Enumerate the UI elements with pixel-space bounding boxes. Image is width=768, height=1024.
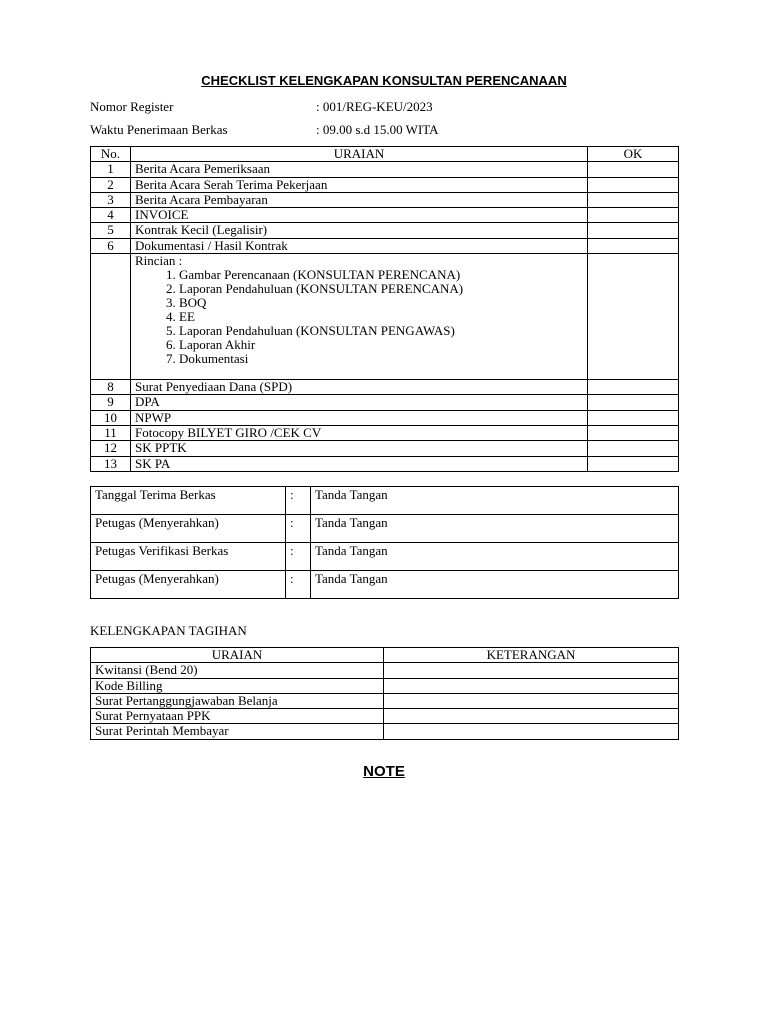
cell-no: 13 (91, 456, 131, 471)
cell-no: 5 (91, 223, 131, 238)
rincian-label: Rincian : (135, 253, 183, 269)
cell-ok (588, 177, 679, 192)
rincian-item: 4. EE (179, 310, 583, 324)
table-row (91, 693, 679, 708)
billing-body (91, 663, 679, 739)
checklist-table (90, 146, 679, 472)
rincian-item: 2. Laporan Pendahuluan (KONSULTAN PERENCANA) (179, 282, 583, 296)
cell-no: 6 (91, 238, 131, 253)
table-row (91, 254, 679, 380)
billing-table (90, 647, 679, 740)
signature-row (91, 543, 679, 571)
header-keterangan: KETERANGAN (384, 648, 679, 663)
cell-uraian: Surat Penyediaan Dana (SPD) (131, 380, 588, 395)
cell-ok (588, 254, 679, 380)
signature-colon: : (286, 571, 311, 599)
signature-colon: : (286, 487, 311, 515)
billing-keterangan (384, 709, 679, 724)
billing-keterangan (384, 693, 679, 708)
cell-ok (588, 395, 679, 410)
cell-ok (588, 162, 679, 177)
cell-no: 4 (91, 208, 131, 223)
signature-label: Tanggal Terima Berkas (91, 487, 286, 515)
cell-no (91, 254, 131, 380)
meta-waktu (90, 123, 439, 137)
table-row (91, 238, 679, 253)
rincian-item: 5. Laporan Pendahuluan (KONSULTAN PENGAWAS) (179, 324, 583, 338)
cell-uraian: Dokumentasi / Hasil Kontrak (131, 238, 588, 253)
cell-uraian: Fotocopy BILYET GIRO /CEK CV (131, 425, 588, 440)
signature-table (90, 486, 679, 599)
cell-uraian: Kontrak Kecil (Legalisir) (131, 223, 588, 238)
table-row (91, 425, 679, 440)
table-row (91, 192, 679, 207)
rincian-item: 1. Gambar Perencanaan (KONSULTAN PERENCANA) (179, 268, 583, 282)
table-row (91, 724, 679, 739)
table-row (91, 162, 679, 177)
rincian-cell (131, 254, 588, 380)
cell-no: 12 (91, 441, 131, 456)
billing-keterangan (384, 724, 679, 739)
table-row (91, 663, 679, 678)
cell-ok (588, 223, 679, 238)
cell-ok (588, 192, 679, 207)
table-row (91, 380, 679, 395)
cell-ok (588, 425, 679, 440)
table-row (91, 395, 679, 410)
billing-heading: KELENGKAPAN TAGIHAN (90, 623, 247, 638)
meta-value: : 09.00 s.d 15.00 WITA (316, 122, 439, 137)
meta-value: : 001/REG-KEU/2023 (316, 99, 433, 114)
billing-uraian: Surat Perintah Membayar (91, 724, 384, 739)
billing-uraian: Surat Pernyataan PPK (91, 709, 384, 724)
note-heading: NOTE (363, 763, 405, 780)
cell-uraian: Berita Acara Pembayaran (131, 192, 588, 207)
meta-register (90, 100, 433, 114)
rincian-item: 3. BOQ (179, 296, 583, 310)
billing-uraian: Kwitansi (Bend 20) (91, 663, 384, 678)
signature-label: Petugas (Menyerahkan) (91, 515, 286, 543)
table-row (91, 441, 679, 456)
signature-row (91, 515, 679, 543)
signature-label: Petugas (Menyerahkan) (91, 571, 286, 599)
checklist-body (91, 162, 679, 472)
header-ok: OK (588, 147, 679, 162)
cell-no: 8 (91, 380, 131, 395)
signature-value: Tanda Tangan (311, 515, 679, 543)
cell-ok (588, 208, 679, 223)
cell-no: 2 (91, 177, 131, 192)
cell-no: 10 (91, 410, 131, 425)
signature-value: Tanda Tangan (311, 571, 679, 599)
signature-label: Petugas Verifikasi Berkas (91, 543, 286, 571)
rincian-item: 6. Laporan Akhir (179, 338, 583, 352)
cell-no: 3 (91, 192, 131, 207)
cell-uraian: Berita Acara Pemeriksaan (131, 162, 588, 177)
signature-value: Tanda Tangan (311, 543, 679, 571)
table-row (91, 678, 679, 693)
billing-keterangan (384, 678, 679, 693)
header-no: No. (91, 147, 131, 162)
billing-uraian: Surat Pertanggungjawaban Belanja (91, 693, 384, 708)
signature-colon: : (286, 543, 311, 571)
cell-no: 11 (91, 425, 131, 440)
table-row (91, 410, 679, 425)
table-row (91, 177, 679, 192)
table-row (91, 709, 679, 724)
signature-value: Tanda Tangan (311, 487, 679, 515)
cell-ok (588, 410, 679, 425)
cell-ok (588, 441, 679, 456)
header-uraian: URAIAN (131, 147, 588, 162)
meta-label: Nomor Register (90, 99, 174, 114)
cell-ok (588, 456, 679, 471)
cell-no: 9 (91, 395, 131, 410)
table-row (91, 456, 679, 471)
document-title: CHECKLIST KELENGKAPAN KONSULTAN PERENCANAAN (201, 73, 567, 88)
signature-row (91, 571, 679, 599)
cell-uraian: INVOICE (131, 208, 588, 223)
signature-row (91, 487, 679, 515)
signature-body (91, 487, 679, 599)
table-row (91, 208, 679, 223)
header-uraian: URAIAN (91, 648, 384, 663)
rincian-item: 7. Dokumentasi (179, 352, 583, 366)
meta-label: Waktu Penerimaan Berkas (90, 122, 228, 137)
rincian-list (135, 268, 583, 366)
cell-no: 1 (91, 162, 131, 177)
table-row (91, 223, 679, 238)
cell-ok (588, 238, 679, 253)
cell-uraian: DPA (131, 395, 588, 410)
cell-ok (588, 380, 679, 395)
billing-keterangan (384, 663, 679, 678)
billing-uraian: Kode Billing (91, 678, 384, 693)
cell-uraian: SK PPTK (131, 441, 588, 456)
cell-uraian: NPWP (131, 410, 588, 425)
signature-colon: : (286, 515, 311, 543)
cell-uraian: SK PA (131, 456, 588, 471)
cell-uraian: Berita Acara Serah Terima Pekerjaan (131, 177, 588, 192)
